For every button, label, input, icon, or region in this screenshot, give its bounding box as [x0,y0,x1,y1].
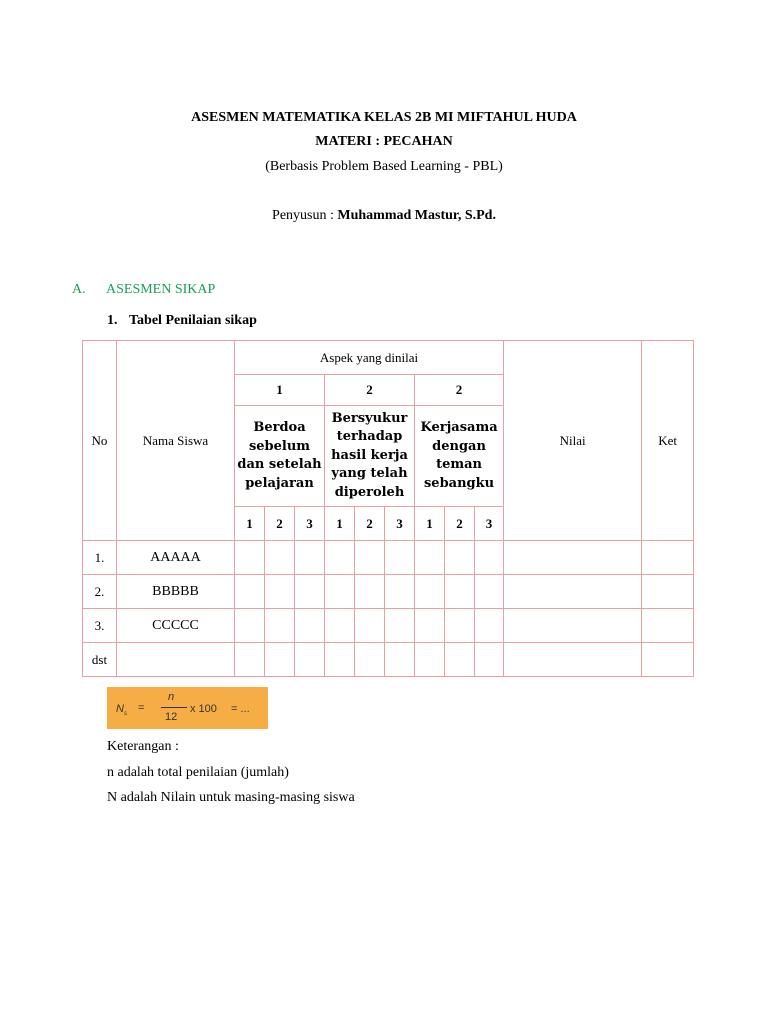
score-cell [385,541,415,575]
table-row [83,575,694,609]
nilai-cell [504,643,642,677]
score-cell [355,541,385,575]
score-cell [265,643,295,677]
formula-denominator: 12 [165,711,178,723]
score-header: 2 [265,507,295,541]
score-cell [475,575,504,609]
header-nilai: Nilai [504,341,642,541]
aspect-line: Berdoa [253,420,306,435]
score-cell [445,541,475,575]
note-line: n adalah total penilaian (jumlah) [107,765,289,780]
author-label: Penyusun : [272,208,338,223]
score-header: 1 [235,507,265,541]
score-cell [415,643,445,677]
attitude-assessment-table [82,340,694,677]
author-name: Muhammad Mastur, S.Pd. [337,208,496,223]
score-cell [325,541,355,575]
score-header: 3 [295,507,325,541]
table-row [83,643,694,677]
score-cell [385,643,415,677]
score-cell [415,609,445,643]
document-title: ASESMEN MATEMATIKA KELAS 2B MI MIFTAHUL HUDA [191,110,577,125]
score-cell [415,575,445,609]
nilai-cell [504,575,642,609]
subsection-number: 1. [107,313,118,328]
score-cell [295,643,325,677]
aspect-line: dengan [432,438,486,454]
aspect-line: Kerjasama [420,420,498,435]
formula-lhs-subscript: s [123,711,127,718]
score-header: 2 [445,507,475,541]
score-cell [265,575,295,609]
score-cell [295,575,325,609]
pbl-subtitle: (Berbasis Problem Based Learning - PBL) [265,159,503,174]
score-cell [295,609,325,643]
score-cell [385,609,415,643]
score-cell [445,575,475,609]
aspect-line: dan setelah [237,457,322,472]
aspect-line: diperoleh [334,484,405,500]
score-header: 1 [325,507,355,541]
table-row [83,541,694,575]
formula-numerator: n [168,691,175,703]
aspect-line: Bersyukur [331,410,408,426]
header-no: No [83,341,117,541]
score-cell [295,541,325,575]
formula-fraction-bar [161,707,187,708]
score-cell [415,541,445,575]
score-cell [235,575,265,609]
section-letter: A. [72,282,86,297]
table-row [83,609,694,643]
materi-heading: MATERI : PECAHAN [315,134,453,149]
aspect-description [415,406,504,507]
aspect-number: 1 [235,375,325,406]
student-name: CCCCC [117,609,235,643]
aspect-line: teman [436,457,482,472]
formula-lhs [116,703,127,717]
section-title: ASESMEN SIKAP [106,282,216,297]
student-name: AAAAA [117,541,235,575]
formula-lhs-symbol: N [116,703,124,715]
aspect-line: yang telah [331,466,408,482]
row-number: 3. [83,609,117,643]
header-student-name: Nama Siswa [117,341,235,541]
score-cell [475,541,504,575]
score-cell [265,541,295,575]
score-cell [235,541,265,575]
formula-equals: = [138,702,145,714]
score-cell [325,643,355,677]
aspect-line: hasil kerja [331,447,408,463]
header-aspect: Aspek yang dinilai [235,341,504,375]
ket-cell [642,609,694,643]
subsection-title: Tabel Penilaian sikap [129,313,257,328]
aspect-line: terhadap [336,429,403,445]
row-number: dst [83,643,117,677]
score-cell [235,643,265,677]
student-name [117,643,235,677]
header-ket: Ket [642,341,694,541]
score-header: 3 [385,507,415,541]
aspect-description [235,406,325,507]
section-heading [72,282,215,298]
score-cell [265,609,295,643]
score-cell [355,609,385,643]
score-cell [385,575,415,609]
score-header: 3 [475,507,504,541]
nilai-cell [504,609,642,643]
row-number: 1. [83,541,117,575]
score-cell [445,643,475,677]
score-cell [445,609,475,643]
score-cell [355,643,385,677]
aspect-line: sebangku [423,475,495,491]
nilai-cell [504,541,642,575]
score-cell [235,609,265,643]
score-cell [325,609,355,643]
aspect-number: 2 [325,375,415,406]
aspect-number: 2 [415,375,504,406]
aspect-description [325,406,415,507]
score-cell [475,643,504,677]
subsection-heading [107,313,257,329]
ket-cell [642,541,694,575]
score-cell [475,609,504,643]
score-header: 1 [415,507,445,541]
ket-cell [642,575,694,609]
row-number: 2. [83,575,117,609]
ket-cell [642,643,694,677]
score-cell [355,575,385,609]
author-line [0,208,768,224]
formula-result: = ... [231,703,250,715]
note-line: N adalah Nilain untuk masing-masing siswa [107,790,355,805]
aspect-line: pelajaran [245,475,314,491]
note-heading: Keterangan : [107,739,179,754]
student-name: BBBBB [117,575,235,609]
score-cell [325,575,355,609]
score-header: 2 [355,507,385,541]
formula-multiplier: x 100 [190,703,217,715]
aspect-line: sebelum [248,438,311,454]
score-formula-image [107,687,268,729]
